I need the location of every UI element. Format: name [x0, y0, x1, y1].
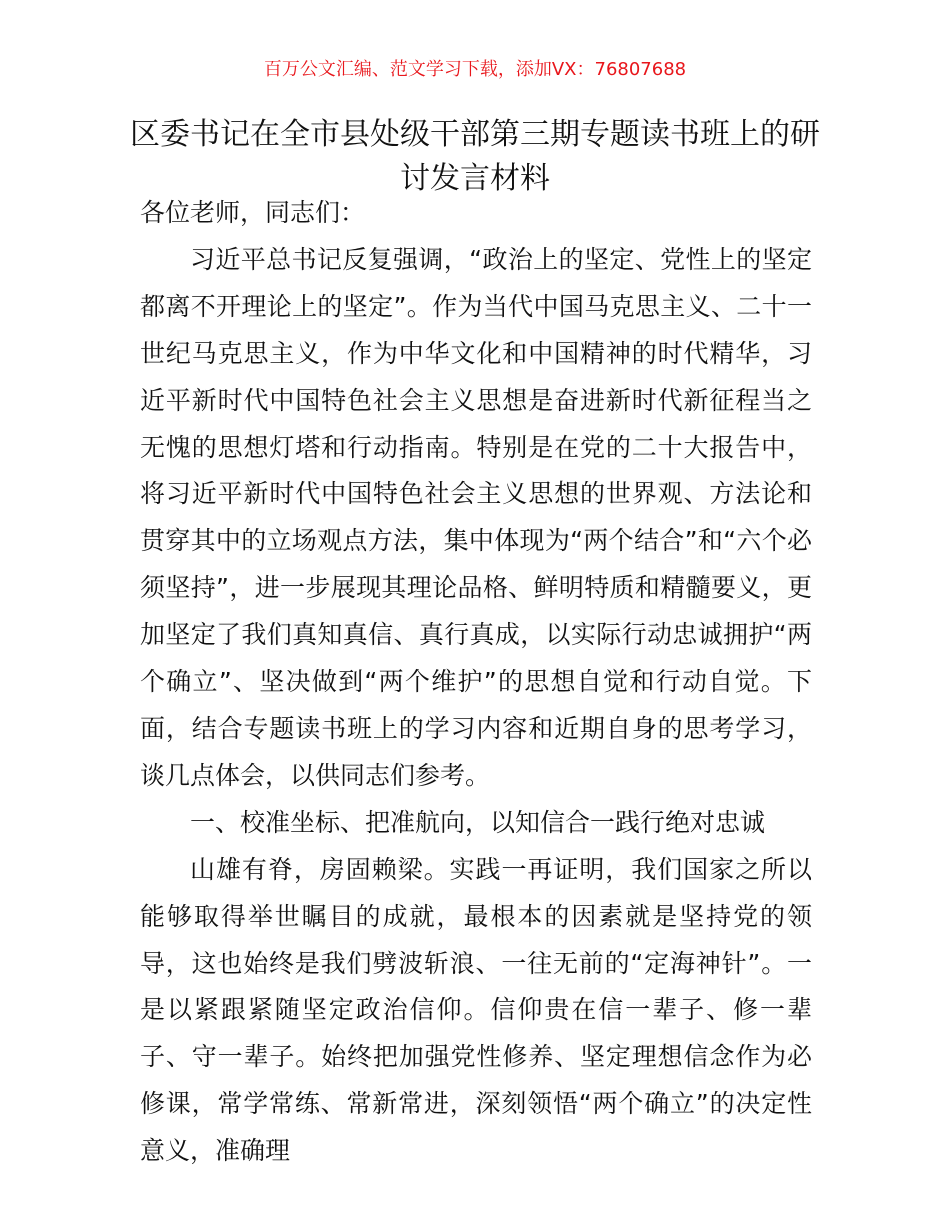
promo-banner: 百万公文汇编、范文学习下载，添加VX：76807688 — [263, 59, 687, 80]
section-heading: 一、校准坐标、把准航向，以知信合一践行绝对忠诚 — [190, 807, 766, 837]
paragraph: 山雄有脊，房固赖梁。实践一再证明，我们国家之所以能够取得举世瞩目的成就，最根本的因素就是坚持党的领导，这也始终是我们劈波斩浪、一往无前的“定海神针”。一是以紧跟紧随坚定政治信仰。信仰贵在信一辈子、修一辈子、守一辈子。始终把加强党性修养、坚定理想信念作为必修课，常学常练、常新常进，深刻领悟“两个确立”的决定性意义，准确理 — [140, 854, 812, 1166]
document-title: 区委书记在全市县处级干部第三期专题读书班上的研讨发言材料 — [130, 117, 820, 196]
paragraph: 习近平总书记反复强调，“政治上的坚定、党性上的坚定都离不开理论上的坚定”。作为当代中国马克思主义、二十一世纪马克思主义，作为中华文化和中国精神的时代精华，习近平新时代中国特色社会主义思想是奋进新时代新征程当之无愧的思想灯塔和行动指南。特别是在党的二十大报告中，将习近平新时代中国特色社会主义思想的世界观、方法论和贯穿其中的立场观点方法，集中体现为“两个结合”和“六个必须坚持”，进一步展现其理论品格、鲜明特质和精髓要义，更加坚定了我们真知真信、真行真成，以实际行动忠诚拥护“两个确立”、坚决做到“两个维护”的思想自觉和行动自觉。下面，结合专题读书班上的学习内容和近期自身的思考学习，谈几点体会，以供同志们参考。 — [140, 244, 812, 790]
document-body — [140, 190, 812, 1175]
salutation: 各位老师，同志们： — [140, 198, 366, 227]
